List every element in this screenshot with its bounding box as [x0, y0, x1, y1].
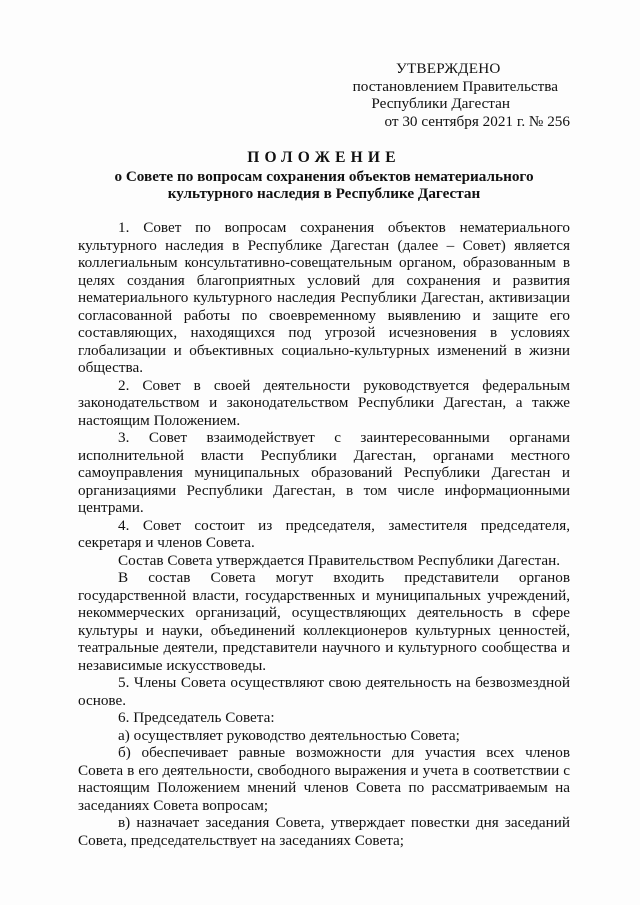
approval-region: Республики Дагестан	[371, 95, 510, 112]
paragraph-2: 2. Совет в своей деятельности руководствуется федеральным законодательством и законодательством Республики Дагестан, а также настоящим Положением.	[78, 376, 570, 429]
paragraph-5: 5. Члены Совета осуществляют свою деятельность на безвозмездной основе.	[78, 674, 570, 709]
title-subject-line2: культурного наследия в Республике Дагестан	[167, 185, 481, 202]
document-body	[78, 219, 570, 849]
approval-heading: УТВЕРЖДЕНО	[396, 60, 501, 77]
paragraph-4-members: В состав Совета могут входить представители органов государственной власти, государственных и муниципальных учреждений, некоммерческих организаций, осуществляющих деятельность в сфере культуры и науки, объединений коллекционеров культурных ценностей, театральные деятели, представители научного и культурного сообщества и независимые искусствоведы.	[78, 569, 570, 674]
paragraph-4: 4. Совет состоит из председателя, заместителя председателя, секретаря и членов Совета.	[78, 516, 570, 551]
paragraph-6-a: а) осуществляет руководство деятельностью Совета;	[118, 726, 460, 744]
paragraph-1: 1. Совет по вопросам сохранения объектов нематериального культурного наследия в Республике Дагестан (далее – Совет) является коллегиальным консультативно-совещательным органом, образованным в целях создания благоприятных условий для сохранения и развития нематериального культурного наследия Республики Дагестан, активизации согласованной работы по своевременному выявлению и защите его составляющих, находящихся под угрозой исчезновения в условиях глобализации и объективных социально-культурных изменений в жизни общества.	[78, 219, 570, 376]
paragraph-4-composition: Состав Совета утверждается Правительством Республики Дагестан.	[118, 551, 561, 569]
document-title	[78, 149, 570, 203]
approval-issuer: постановлением Правительства	[352, 77, 558, 95]
title-subject-line1: о Совете по вопросам сохранения объектов нематериального	[114, 167, 534, 185]
title-heading: ПОЛОЖЕНИЕ	[247, 149, 401, 166]
approval-date: от 30 сентября 2021 г. № 256	[384, 112, 570, 130]
paragraph-3: 3. Совет взаимодействует с заинтересованными органами исполнительной власти Республики Дагестан, органами местного самоуправления муниципальных образований Республики Дагестан и организациями Республики Дагестан, в том числе информационными центрами.	[78, 429, 570, 516]
paragraph-6-b: б) обеспечивает равные возможности для участия всех членов Совета в его деятельности, свободного выражения и учета в соответствии с настоящим Положением мнений членов Совета по рассматриваемым на заседаниях Совета вопросам;	[78, 744, 570, 814]
paragraph-6-c: в) назначает заседания Совета, утверждает повестки дня заседаний Совета, председательствует на заседаниях Совета;	[78, 814, 570, 849]
approval-stamp	[340, 60, 570, 130]
paragraph-6: 6. Председатель Совета:	[118, 709, 275, 726]
